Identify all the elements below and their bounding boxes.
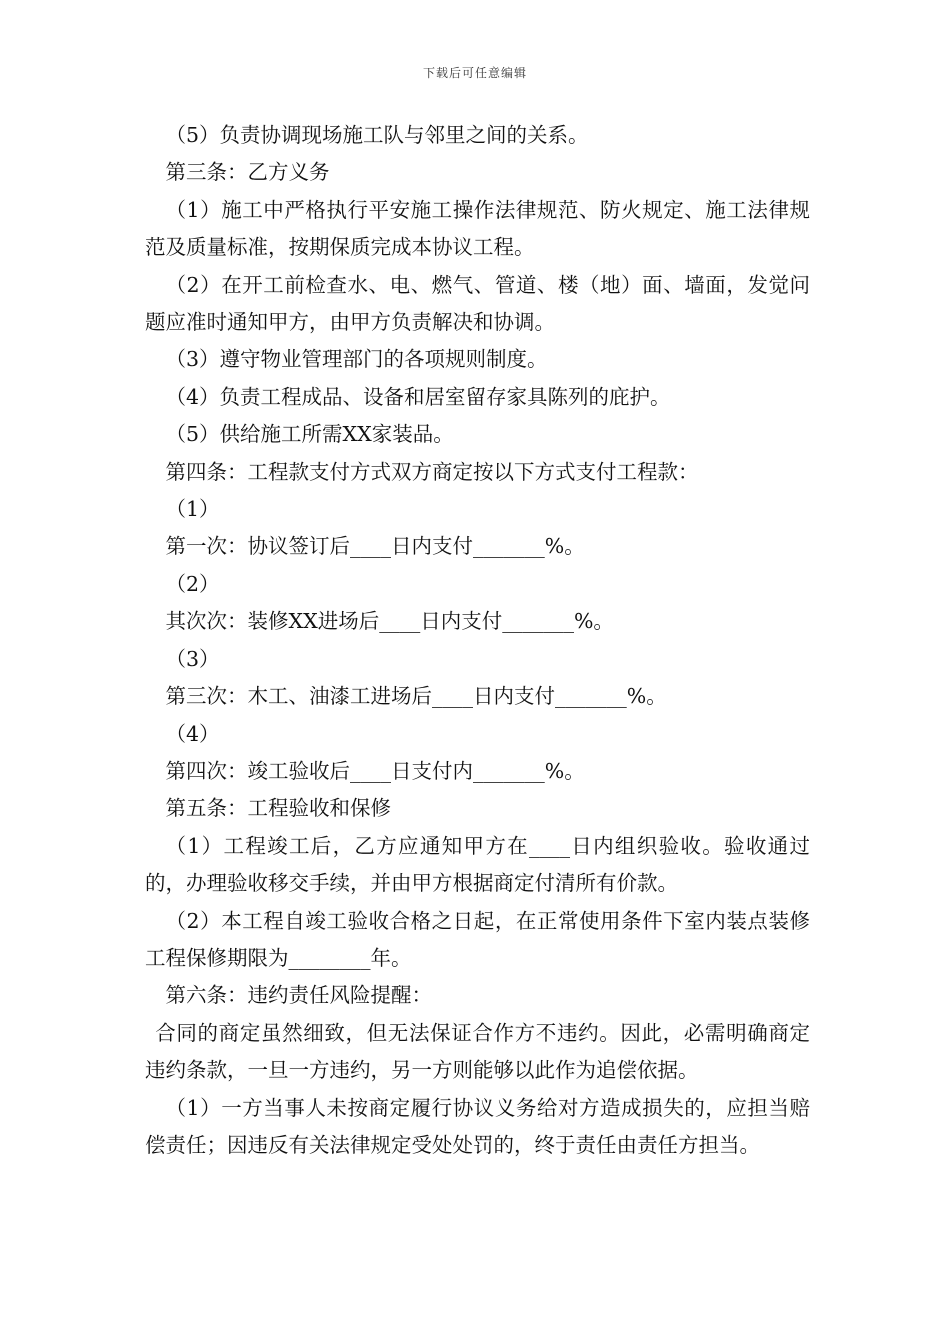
- section-heading: 第五条：工程验收和保修: [165, 796, 391, 821]
- paragraph: （3）: [165, 646, 220, 671]
- paragraph: （1）一方当事人未按商定履行协议义务给对方造成损失的，应担当赔偿责任；因违反有关法律规定受处处罚的，终于责任由责任方担当。: [145, 1095, 810, 1157]
- paragraph: （1）施工中严格执行平安施工操作法律规范、防火规定、施工法律规范及质量标准，按期保质完成本协议工程。: [145, 197, 810, 260]
- paragraph: 第一次：协议签订后____日内支付_______%。: [165, 534, 585, 559]
- paragraph: （4）: [165, 721, 220, 746]
- section-heading: 第六条：违约责任风险提醒：: [165, 983, 432, 1008]
- paragraph: （1）: [165, 497, 220, 522]
- paragraph: 其次次：装修XX进场后____日内支付_______%。: [165, 609, 614, 634]
- paragraph: （3）遵守物业管理部门的各项规则制度。: [165, 347, 548, 372]
- section-heading: 第三条：乙方义务: [165, 160, 330, 185]
- paragraph: （2）: [165, 571, 220, 596]
- section-heading: 第四条：工程款支付方式双方商定按以下方式支付工程款：: [165, 459, 699, 484]
- paragraph: （1）工程竣工后，乙方应通知甲方在____日内组织验收。验收通过的，办理验收移交手续，并由甲方根据商定付清所有价款。: [145, 833, 810, 896]
- paragraph: （2）本工程自竣工验收合格之日起，在正常使用条件下室内装点装修工程保修期限为________年。: [145, 908, 810, 970]
- document-body: [145, 117, 810, 1164]
- paragraph: （5）供给施工所需XX家装品。: [165, 422, 454, 447]
- paragraph: （2）在开工前检查水、电、燃气、管道、楼（地）面、墙面，发觉问题应准时通知甲方，由甲方负责解决和协调。: [145, 272, 810, 335]
- paragraph: 合同的商定虽然细致，但无法保证合作方不违约。因此，必需明确商定违约条款，一旦一方违约，另一方则能够以此作为追偿依据。: [145, 1020, 810, 1083]
- paragraph: （4）负责工程成品、设备和居室留存家具陈列的庇护。: [165, 384, 671, 409]
- paragraph: （5）负责协调现场施工队与邻里之间的关系。: [165, 123, 589, 147]
- paragraph: 第四次：竣工验收后____日支付内_______%。: [165, 758, 585, 783]
- page-header: 下载后可任意编辑: [422, 66, 527, 80]
- paragraph: 第三次：木工、油漆工进场后____日内支付_______%。: [165, 684, 667, 709]
